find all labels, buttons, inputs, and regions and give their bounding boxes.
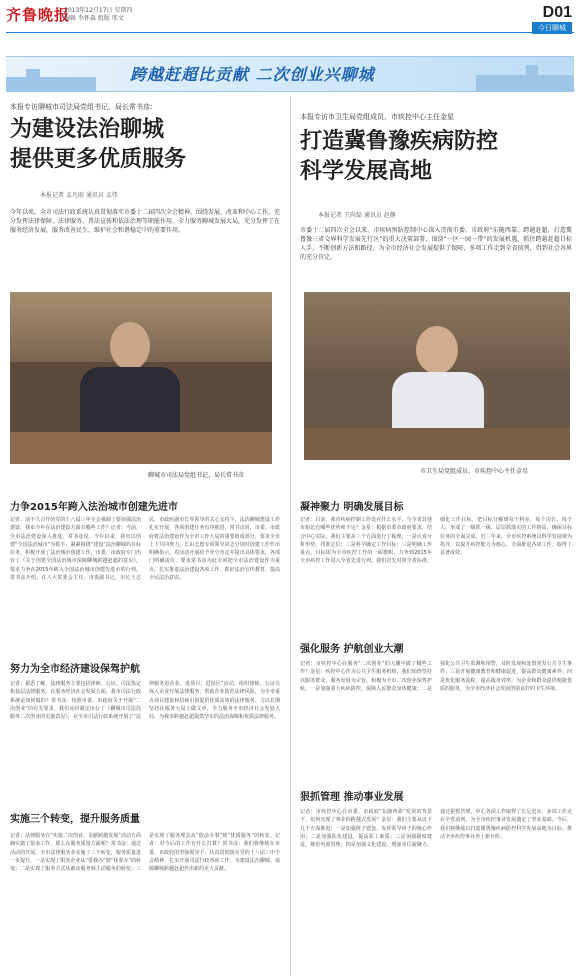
page-section-name: 今日聊城 — [532, 22, 572, 34]
right-section2-body: 记者：市疾控中心在服务“二次创业”的大潮中做了哪些工作？金星：疾控中心作为公共卫生服务机构，我们始终坚持以服务群众、服务发展为宗旨，积极为全市二次创业保驾护航。一是加强重大疾病防控，保障人民群众身体健康；二是强化公共卫生监测和预警，及时发现和处置突发公共卫生事件；三是开展健康教育和健康促进，提高群众健康素养；四是优化服务流程，提高服务效率，为企业和群众提供便捷优质的服务，为全市经济社会发展创造良好的卫生环境。 — [300, 661, 572, 692]
left-section3-body: 记者：法律服务在“实施二次创业、贡献跨越发展”活动方面确实做了很多工作，那么在服务质量方面呢？常书彦：通过活动的开展，全市法律服务业实施了三个转变，服务质量进一步提升。一是实现了服务企业从“要我办”到“我要办”的转变；二是实现了服务方式从被动服务到主动服务的转变；三是实现了服务理念从“依法办事”到“优质服务”的转变。记者：对今后的工作有什么打算？常书彦：我们将继续在市委、市政府的坚强领导下，认真贯彻落实党的十八届三中全会精神，扎实开展司法行政各项工作，为建设法治聊城、保障聊城跨越赶超作出新的更大贡献。 — [10, 833, 280, 873]
right-headline-line2: 科学发展高地 — [300, 159, 433, 184]
right-section2-title: 强化服务 护航创业大潮 — [300, 644, 404, 655]
left-kicker: 本报专访聊城市司法局党组书记、局长常书彦： — [10, 103, 157, 111]
right-section1-body: 记者：目前，我市疾病控制工作处在什么水平，与全省其他市相比有哪些优势和不足？金星：根据市委市政府要求，结合中心实际，我们主要从三个方面进行了梳理，一是认真分析形势，找准定位；二是科学确定工作目标；三是明确工作重点。目标即为全市疾控工作的一面旗帜，力争到2015年全市疾控工作进入全省先进行列。我们首先对照全省标准，细化工作目标，把目标分解到每个科室、每个岗位、每个人，形成了一级抓一级、层层抓落实的工作格局，确保目标任务的全面完成。近三年来，全市疾控系统以科学发展观为指导，以提升疾控能力为核心，全面推进各项工作，取得了显著成效。 — [300, 517, 572, 565]
skyline-tower-right — [526, 65, 538, 91]
right-section3-title: 狠抓管理 推动事业发展 — [300, 792, 404, 803]
person-head — [416, 326, 458, 374]
right-section3-body: 记者：市疾控中心在市委、市政府“东随西靠”发展的背景下，如何实现了事业的跨越式发展？金星：我们主要从以下几个方面推进：一是加强班子建设，发挥领导班子的核心作用；二是加强队伍建设，提高职工素质；三是加强制度建设，规范内部管理；四是加强文化建设，增强单位凝聚力。通过狠抓管理，中心各项工作取得了长足进步，多项工作走在全省前列，为全市疾控事业发展奠定了坚实基础。今后，我们将继续以打造冀鲁豫疾病防控科学发展高地为目标，推动全市疾控事业再上新台阶。 — [300, 809, 572, 849]
masthead-rule — [6, 32, 574, 33]
desk — [304, 428, 570, 460]
left-section1-body: 记者：前不久召开的党的十八届三中全会强调了要加强法治建设，我市今年在法治建设方面有哪些工作？记者：当前，全市法治建设深入推进，常书彦说，今年以来，我市以创建“全国法治城市”为抓手，紧紧围绕“建设”法治聊城的目标任务，积极开展了法治城市创建工作，市委、市政府专门出台了《关于创建全国法治城市保障聊城跨越赶超的意见》，要求力争在2015年跨入全国法治城市创建先进市的行列。常书彦介绍，在人大常委会主任、市委副书记、市长王志民、市政府副市长等领导的关心支持下，法治聊城建设工作扎实开展，各项创建任务有序推进。常书彦说，市委、市政府将法治建设作为全市工作大局的重要组成部分，要求全市上下共同努力。长由志愿专项领导同志分别对创建工作作出明确指示，对活动开展给予充分肯定并提出具体要求，各部门明确责任，要求常书彦为此专项把全市法治建设作为重点，扎实推进法治建设各项工作，抓好法治宣传教育，提高全民法治意识。 — [10, 517, 280, 582]
left-photo-caption: 聊城市司法局党组书记、局长常书彦 — [148, 472, 245, 479]
right-kicker: 本报专访市卫生局党组成员、市疾控中心主任金星 — [300, 113, 454, 121]
issue-info — [64, 7, 132, 23]
left-lead: 今年以来，全市司法行政系统认真贯彻落实市委十二届四次全会精神，围绕发展、改革和中心工作，充分发挥法律保障、法律服务、普法宣传和依法治理等职能作用，全力服务聊城发展大局，充分发挥了在服务经济发展、服务改善民生、维护社会和谐稳定中的重要作用。 — [10, 209, 281, 234]
right-lead: 市委十二届四次全会以来，市疾病预防控制中心深入贯彻市委、市政府“东随西靠，跨越赶超，打造冀鲁豫三省交界科学发展先行区”的重大决策部署，围绕“一区一园一带”的发展机遇，抓住跨越赶超目标人手，不断创新方法和路径，为全市经济社会发展提供了保障，多项工作走到全省前列，得到社会各界的充分肯定。 — [300, 227, 572, 261]
banner-slogan: 跨越赶超比贡献 二次创业兴聊城 — [130, 65, 375, 84]
left-section3-title: 实施三个转变，提升服务质量 — [10, 814, 140, 825]
left-portrait-photo — [10, 292, 272, 464]
newspaper-logo: 齐鲁晚报 — [6, 6, 71, 24]
column-divider — [290, 96, 291, 976]
right-photo-caption: 市卫生局党组成员、市疾控中心主任金星 — [420, 468, 529, 475]
left-section1-title: 力争2015年跨入法治城市创建先进市 — [10, 502, 178, 513]
skyline-tower — [26, 69, 40, 91]
left-headline-line1: 为建设法治聊城 — [10, 117, 165, 142]
left-byline: 本报记者 孟凡雨 通讯员 孟伟 — [40, 192, 118, 199]
right-headline-line1: 打造冀鲁豫疾病防控 — [300, 129, 499, 154]
right-section1-title: 凝神聚力 明确发展目标 — [300, 502, 404, 513]
date-line: 2013年12月17日 星期四 — [64, 7, 133, 14]
right-portrait-photo — [304, 292, 570, 460]
masthead — [6, 4, 574, 32]
editor-line: 编辑 李怀森 组版 邢文 — [64, 15, 124, 22]
person-shirt — [392, 372, 484, 436]
desk — [10, 432, 272, 464]
skyline-right — [476, 75, 574, 91]
left-headline-line2: 提供更多优质服务 — [10, 147, 187, 172]
left-section2-title: 努力为全市经济建设保驾护航 — [10, 664, 140, 675]
right-byline: 本报记者 王尚磊 通讯员 赵静 — [318, 212, 396, 219]
skyline-left — [6, 77, 96, 91]
page-number: D01 — [542, 4, 572, 21]
left-section2-body: 记者：据悉了解，法律服务主要包括律师、公证、司法鉴定和基层法律服务。在服务经济社会发展方面，我市司法行政系统是如何做的？常书彦：按照市委、市政府关于开展“二次创业”的有关要求，我们及时制定出台了《聊城市司法局服务二次创业的实施意见》，在全市司法行政系统开展了“法律服务进企业、进项目、进园区”活动，组织律师、公证员深入企业开展法律服务，帮助企业防范法律风险，为全市重点项目建设和招商引资提供优质高效的法律服务。力以长期坚持在服务大局上做文章，全力服务全市经济社会发展大局，为我市跨越赶超提供坚实的法治保障和优质法律服务。 — [10, 681, 280, 721]
person-head — [110, 322, 150, 370]
